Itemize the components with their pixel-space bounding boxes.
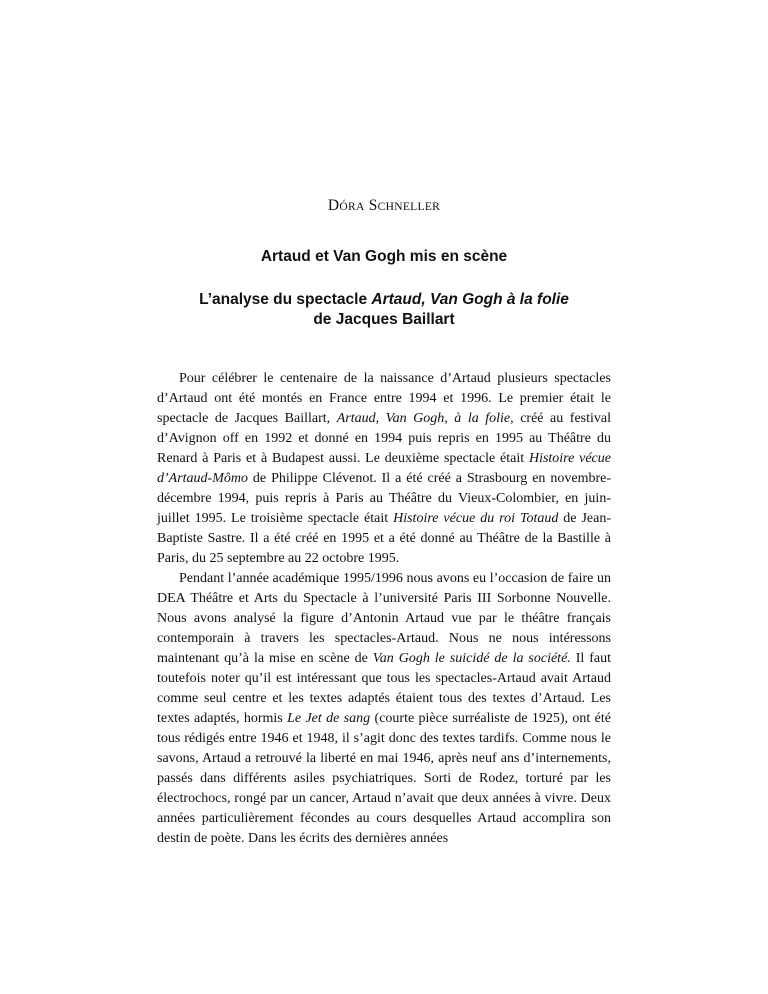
author-first-rest: ÓRA (339, 201, 365, 213)
subtitle-after: de Jacques Baillart (313, 311, 455, 328)
subtitle-before: L’analyse du spectacle (199, 291, 372, 308)
italic-title-run: Artaud, Van Gogh, à la folie (336, 411, 511, 426)
italic-title-run: Histoire vécue du roi Totaud (393, 511, 559, 526)
body-paragraph (157, 369, 611, 569)
italic-title-run: Van Gogh le suicidé de la société. (372, 651, 571, 666)
subtitle-italic: Artaud, Van Gogh à la folie (371, 291, 569, 308)
text-run: Il faut toutefois noter qu’il est intéressant que tous les spectacles-Artaud avait Artaud comme seul centre et les textes adaptés étaient tous des textes d’Artaud. Les textes adaptés, hormis (157, 651, 612, 726)
text-run: Pour célébrer le centenaire de la naissance d’Artaud plusieurs spectacles d’Artaud ont été montés en France entre 1994 et 1996. Le premier était le spectacle de Jacques Baillart, (157, 371, 611, 426)
author-name (0, 197, 768, 215)
author-last-rest: CHNELLER (377, 201, 441, 213)
article-body (157, 369, 611, 849)
text-run: Pendant l’année académique 1995/1996 nous avons eu l’occasion de faire un DEA Théâtre et Arts du Spectacle à l’université Paris III Sorbonne Nouvelle. Nous avons analysé la figure d’Antonin Artaud vue par le théâtre français contemporain à travers les spectacles-Artaud. Nous ne nous intéressons maintenant qu’à la mise en scène de (157, 571, 611, 666)
author-last-initial: S (368, 197, 378, 214)
italic-title-run: Le Jet de sang (287, 711, 371, 726)
article-subtitle (190, 290, 578, 330)
italic-title-run: Histoire vécue d’Artaud-Mômo (157, 451, 611, 486)
author-first-initial: D (327, 197, 340, 214)
text-run: de Jean-Baptiste Sastre. Il a été créé en 1995 et a été donné au Théâtre de la Bastille à Paris, du 25 septembre au 22 octobre 1995. (157, 511, 611, 566)
body-paragraph (157, 569, 611, 849)
text-run: de Philippe Clévenot. Il a été créé a Strasbourg en novembre-décembre 1994, puis repris à Paris au Théâtre du Vieux-Colombier, en juin-juillet 1995. Le troisième spectacle était (157, 471, 611, 526)
text-run: (courte pièce surréaliste de 1925), ont été tous rédigés entre 1946 et 1948, il s’agit donc des textes tardifs. Comme nous le savons, Artaud a retrouvé la liberté en mai 1946, après neuf ans d’internements, passés dans différents asiles psychiatriques. Sorti de Rodez, torturé par les électrochocs, rongé par un cancer, Artaud n’avait que deux années à vivre. Deux années particulièrement fécondes au cours desquelles Artaud accomplira son destin de poète. Dans les écrits des dernières années (157, 711, 611, 846)
text-run: , créé au festival d’Avignon off en 1992 et donné en 1994 puis repris en 1995 au Théâtre du Renard à Paris et à Budapest aussi. Le deuxième spectacle était (157, 411, 611, 466)
article-title: Artaud et Van Gogh mis en scène (260, 248, 508, 265)
